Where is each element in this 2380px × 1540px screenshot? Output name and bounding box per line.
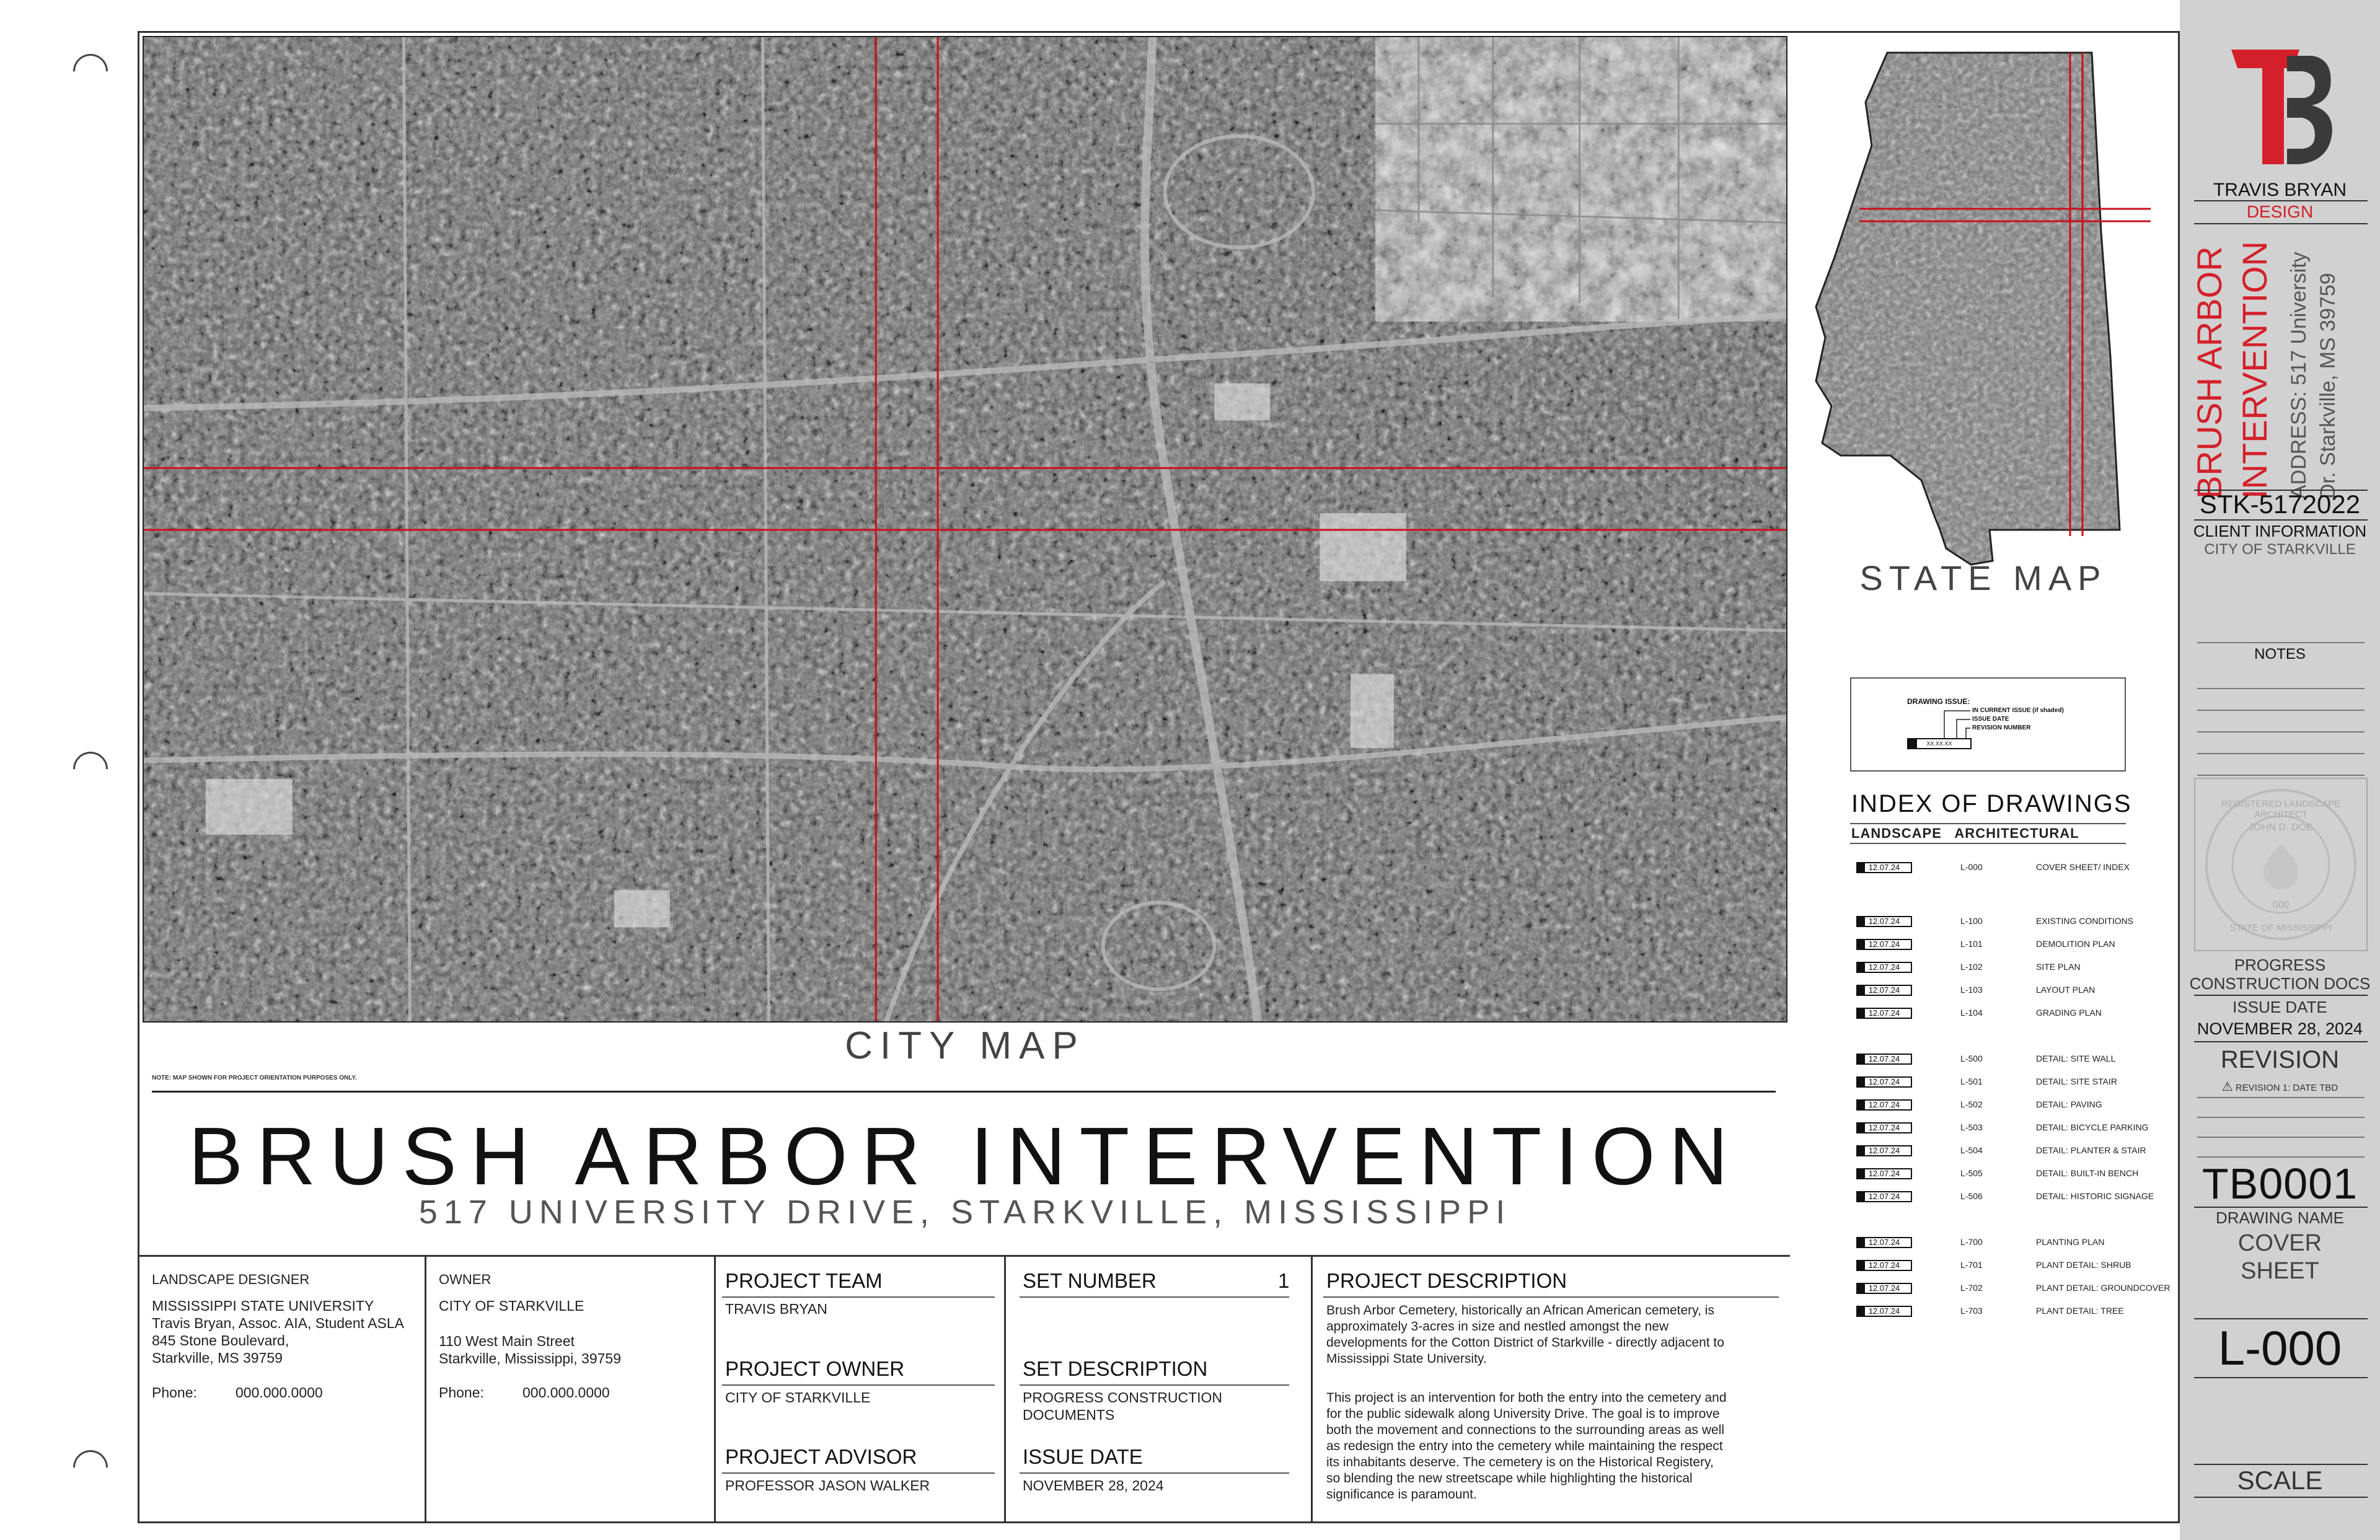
drawing-code: TB0001 — [2202, 1159, 2358, 1208]
notes-line — [2197, 688, 2365, 689]
owner-label: OWNER — [439, 1272, 491, 1287]
index-row-number: L-000 — [1960, 862, 1983, 872]
index-row-name: DETAIL: PLANTER & STAIR — [2036, 1145, 2146, 1155]
index-row-name: PLANT DETAIL: GROUNDCOVER — [2036, 1283, 2171, 1293]
info-divider-3 — [1004, 1255, 1006, 1523]
warning-icon: ⚠ — [2221, 1080, 2233, 1094]
index-row-number: L-505 — [1960, 1168, 1983, 1178]
owner-city: Starkville, Mississippi, 39759 — [439, 1350, 622, 1366]
info-divider-2 — [714, 1255, 716, 1523]
index-row-date: 12.07.24 — [1856, 1054, 1912, 1065]
index-row[interactable] — [1856, 1144, 2179, 1158]
firm-rule — [2194, 200, 2368, 201]
title-rule — [152, 1091, 1776, 1093]
project-number: STK-5172022 — [2199, 490, 2361, 519]
index-row-number: L-502 — [1960, 1099, 1983, 1109]
index-row-date: 12.07.24 — [1856, 939, 1912, 950]
index-row-date: 12.07.24 — [1856, 962, 1912, 973]
drawing-issue-legend — [1850, 677, 2126, 772]
title-block — [2180, 0, 2380, 1540]
desc-line: Mississippi State University. — [1326, 1352, 1487, 1366]
project-team-value: TRAVIS BRYAN — [725, 1301, 827, 1317]
notes-line — [2197, 775, 2365, 776]
owner-phone-label: Phone: — [439, 1384, 484, 1401]
designer-phone-label: Phone: — [152, 1384, 197, 1401]
desc-line: both the movement and connections to the surrounding areas as well — [1326, 1423, 1725, 1437]
seal-number: 000 — [2272, 900, 2290, 910]
index-row-date: 12.07.24 — [1856, 1306, 1912, 1317]
designer-street: 845 Stone Boulevard, — [152, 1332, 289, 1349]
revision-line — [2197, 1117, 2365, 1118]
notes-label: NOTES — [2254, 646, 2306, 662]
index-row-number: L-703 — [1960, 1306, 1983, 1316]
index-row-date: 12.07.24 — [1856, 1145, 1912, 1156]
index-row-date: 12.07.24 — [1856, 1168, 1912, 1179]
status-line1: PROGRESS — [2234, 956, 2326, 974]
owner-street: 110 West Main Street — [439, 1333, 575, 1349]
index-title-rule — [1850, 823, 2126, 824]
legend-line1: IN CURRENT ISSUE (if shaded) — [1972, 707, 2064, 714]
index-row[interactable] — [1856, 983, 2179, 997]
state-map — [1797, 46, 2151, 567]
set-number-label: SET NUMBER — [1023, 1269, 1157, 1292]
index-row-date: 12.07.24 — [1856, 1099, 1912, 1111]
desc-line: significance is paramount. — [1326, 1487, 1477, 1502]
desc-line: developments for the Cotton District of Starkville - directly adjacent to — [1326, 1335, 1724, 1350]
client-value: CITY OF STARKVILLE — [2204, 541, 2356, 558]
project-address: 517 UNIVERSITY DRIVE, STARKVILLE, MISSISSIPPI — [418, 1194, 1512, 1231]
index-row-name: DETAIL: HISTORIC SIGNAGE — [2036, 1191, 2154, 1201]
index-row[interactable] — [1856, 1236, 2179, 1249]
tb-issue-value: NOVEMBER 28, 2024 — [2197, 1019, 2363, 1038]
index-row[interactable] — [1856, 1121, 2179, 1135]
legend-sample-text: XX.XX.XX — [1926, 741, 1952, 747]
legend-line2: ISSUE DATE — [1972, 716, 2009, 723]
index-row-number: L-102 — [1960, 962, 1983, 972]
sheet-rule-bottom — [2194, 1377, 2368, 1378]
index-row[interactable] — [1856, 938, 2179, 951]
map-note: NOTE: MAP SHOWN FOR PROJECT ORIENTATION PURPOSES ONLY. — [152, 1075, 357, 1081]
desc-line: approximately 3-acres in size and nestled amongst the new — [1326, 1319, 1669, 1334]
legend-sample-fill — [1908, 739, 1917, 748]
set-number-value: 1 — [1278, 1269, 1290, 1292]
desc-line: Brush Arbor Cemetery, historically an African American cemetery, is — [1326, 1303, 1714, 1318]
desc-line: This project is an intervention for both the entry into the cemetery and — [1326, 1391, 1727, 1405]
professional-seal — [2194, 778, 2368, 951]
tb-address-line1: ADDRESS: 517 University — [2287, 252, 2311, 499]
index-row[interactable] — [1856, 1259, 2179, 1272]
index-row[interactable] — [1856, 1167, 2179, 1181]
project-advisor-rule — [722, 1472, 995, 1474]
index-row-number: L-504 — [1960, 1145, 1983, 1155]
info-divider-4 — [1311, 1255, 1313, 1523]
tb-project-line2: INTERVENTION — [2235, 241, 2274, 499]
index-row-date: 12.07.24 — [1856, 862, 1912, 873]
binder-hole-middle — [66, 744, 115, 793]
scale-label: SCALE — [2237, 1466, 2323, 1495]
designer-city: Starkville, MS 39759 — [152, 1350, 283, 1366]
landscape-designer-info — [152, 1297, 404, 1366]
index-row-name: PLANTING PLAN — [2036, 1237, 2105, 1247]
sheet-rule-top — [2194, 1318, 2368, 1319]
index-row-name: PLANT DETAIL: TREE — [2036, 1306, 2124, 1316]
project-owner-value: CITY OF STARKVILLE — [725, 1389, 871, 1406]
notes-rule-top — [2197, 642, 2365, 643]
seal-text-top: REGISTERED LANDSCAPE ARCHITECT — [2221, 799, 2341, 820]
index-row[interactable] — [1856, 1282, 2179, 1295]
owner-phone: 000.000.0000 — [522, 1384, 610, 1401]
index-row-number: L-103 — [1960, 985, 1983, 995]
tb-address-line2: Dr. Starkville, MS 39759 — [2316, 273, 2340, 499]
tb-logo — [2225, 43, 2337, 167]
scale-rule-bottom — [2194, 1497, 2368, 1498]
index-row-number: L-701 — [1960, 1260, 1983, 1270]
project-advisor-label: PROJECT ADVISOR — [725, 1445, 917, 1468]
seal-text-bottom: STATE OF MISSISSIPPI — [2229, 923, 2332, 933]
index-row-name: DETAIL: PAVING — [2036, 1099, 2102, 1109]
index-row[interactable] — [1856, 1190, 2179, 1203]
desc-line: its inhabitants deserve. The cemetery is on the Historical Registery, — [1326, 1455, 1714, 1469]
index-row-number: L-104 — [1960, 1008, 1983, 1018]
designer-person: Travis Bryan, Assoc. AIA, Student ASLA — [152, 1315, 404, 1331]
mississippi-map-image — [1797, 46, 2151, 567]
index-row[interactable] — [1856, 1098, 2179, 1112]
drawing-name-line1: COVER — [2237, 1230, 2322, 1256]
revision-line — [2197, 1137, 2365, 1138]
seal-name: JOHN D. DOE — [2249, 822, 2313, 833]
issue-date-rule — [1020, 1472, 1289, 1474]
sheet-number: L-000 — [2218, 1321, 2342, 1375]
desc-line: so blending the new streetscape while highlighting the historical — [1326, 1471, 1693, 1485]
set-description-label: SET DESCRIPTION — [1023, 1357, 1208, 1380]
notes-line — [2197, 731, 2365, 733]
firm-name-line1: TRAVIS BRYAN — [2213, 180, 2347, 200]
index-row-date: 12.07.24 — [1856, 1237, 1912, 1248]
revision-line — [2197, 1097, 2365, 1098]
status-rule — [2194, 995, 2368, 996]
client-label: CLIENT INFORMATION — [2193, 522, 2367, 540]
drawing-name-line2: SHEET — [2241, 1258, 2319, 1284]
issue-date-label: ISSUE DATE — [1023, 1445, 1143, 1468]
index-row-name: EXISTING CONDITIONS — [2036, 916, 2134, 926]
index-subtitle-rule — [1850, 843, 2126, 844]
designer-org: MISSISSIPPI STATE UNIVERSITY — [152, 1298, 374, 1314]
index-row-number: L-501 — [1960, 1076, 1983, 1086]
issue-date-value: NOVEMBER 28, 2024 — [1023, 1477, 1164, 1494]
index-row-number: L-101 — [1960, 939, 1983, 949]
firm-name-line2: DESIGN — [2246, 202, 2314, 221]
project-description-para1 — [1326, 1303, 1724, 1367]
project-team-label: PROJECT TEAM — [725, 1269, 883, 1292]
index-row-name: DETAIL: SITE STAIR — [2036, 1076, 2117, 1086]
index-row-name: COVER SHEET/ INDEX — [2036, 862, 2130, 872]
project-description-label: PROJECT DESCRIPTION — [1326, 1269, 1567, 1292]
index-row-number: L-100 — [1960, 916, 1983, 926]
index-row-date: 12.07.24 — [1856, 985, 1912, 996]
binder-hole-bottom — [66, 1443, 115, 1492]
legend-title: DRAWING ISSUE: — [1907, 697, 1970, 706]
index-row[interactable] — [1856, 961, 2179, 974]
index-row-date: 12.07.24 — [1856, 1260, 1912, 1271]
notes-line — [2197, 753, 2365, 754]
set-description-line2: DOCUMENTS — [1023, 1407, 1115, 1423]
set-number-rule — [1020, 1296, 1289, 1298]
index-row[interactable] — [1856, 1305, 2179, 1318]
state-map-caption: STATE MAP — [1859, 558, 2107, 597]
project-description-rule — [1323, 1296, 1779, 1298]
issue-rule — [2194, 1041, 2368, 1042]
index-row-name: PLANT DETAIL: SHRUB — [2036, 1260, 2131, 1270]
index-row-name: DEMOLITION PLAN — [2036, 939, 2115, 949]
city-aerial-image — [144, 37, 1786, 1021]
index-row-date: 12.07.24 — [1856, 916, 1912, 927]
project-advisor-value: PROFESSOR JASON WALKER — [725, 1477, 930, 1494]
scale-rule — [2194, 1464, 2368, 1465]
index-row[interactable] — [1856, 861, 2179, 874]
desc-line: for the public sidewalk along University Drive. The goal is to improve — [1326, 1407, 1720, 1421]
set-description-value — [1023, 1389, 1222, 1423]
legend-leader-lines — [1851, 679, 2127, 773]
project-number-rule — [2194, 519, 2368, 521]
index-row-date: 12.07.24 — [1856, 1076, 1912, 1088]
index-title: INDEX OF DRAWINGS — [1851, 790, 2132, 817]
revision-label: REVISION — [2220, 1046, 2340, 1073]
owner-org: CITY OF STARKVILLE — [439, 1298, 584, 1314]
index-row-name: LAYOUT PLAN — [2036, 985, 2096, 995]
set-description-line1: PROGRESS CONSTRUCTION — [1023, 1389, 1223, 1406]
revision-note-text: REVISION 1: DATE TBD — [2235, 1083, 2338, 1093]
index-row-number: L-503 — [1960, 1122, 1983, 1132]
city-map-caption: CITY MAP — [845, 1024, 1085, 1067]
index-row[interactable] — [1856, 1006, 2179, 1020]
project-owner-label: PROJECT OWNER — [725, 1357, 905, 1380]
set-description-rule — [1020, 1384, 1289, 1386]
desc-line: as redesign the entry into the cemetery while maintaining the respect — [1326, 1439, 1723, 1453]
index-row-name: GRADING PLAN — [2036, 1008, 2102, 1018]
index-row-date: 12.07.24 — [1856, 1122, 1912, 1133]
index-row-name: DETAIL: BUILT-IN BENCH — [2036, 1168, 2139, 1178]
tb-project-line1: BRUSH ARBOR — [2190, 246, 2229, 499]
city-aerial-map — [143, 36, 1787, 1023]
index-row-name: DETAIL: SITE WALL — [2036, 1054, 2116, 1063]
index-row-date: 12.07.24 — [1856, 1191, 1912, 1202]
drawing-code-rule — [2194, 1207, 2368, 1208]
info-divider-1 — [425, 1255, 426, 1523]
index-row-name: SITE PLAN — [2036, 962, 2081, 972]
notes-line — [2197, 710, 2365, 711]
index-row-date: 12.07.24 — [1856, 1008, 1912, 1019]
drawing-name-label: DRAWING NAME — [2215, 1208, 2345, 1227]
landscape-designer-label: LANDSCAPE DESIGNER — [152, 1272, 310, 1287]
status-line2: CONSTRUCTION DOCS — [2189, 974, 2371, 993]
project-title: BRUSH ARBOR INTERVENTION — [188, 1111, 1742, 1202]
project-description-para2 — [1326, 1390, 1727, 1503]
designer-phone: 000.000.0000 — [236, 1384, 323, 1401]
legend-line3: REVISION NUMBER — [1972, 724, 2031, 731]
revision-note — [2180, 1079, 2380, 1094]
index-row-number: L-500 — [1960, 1054, 1983, 1063]
index-subtitle: LANDSCAPE ARCHITECTURAL — [1851, 825, 2079, 841]
project-owner-rule — [722, 1384, 995, 1386]
index-row-number: L-700 — [1960, 1237, 1983, 1247]
index-row-number: L-506 — [1960, 1191, 1983, 1201]
index-row-date: 12.07.24 — [1856, 1283, 1912, 1294]
owner-info — [439, 1332, 621, 1367]
index-row-number: L-702 — [1960, 1283, 1983, 1293]
project-team-rule — [722, 1296, 995, 1298]
firm-rule-2 — [2194, 223, 2368, 224]
revision-line — [2197, 1156, 2365, 1158]
binder-hole-top — [66, 46, 115, 95]
tb-issue-label: ISSUE DATE — [2232, 998, 2327, 1016]
tb-logo-mark — [2225, 43, 2337, 167]
index-row-name: DETAIL: BICYCLE PARKING — [2036, 1122, 2149, 1132]
index-row[interactable] — [1856, 1075, 2179, 1089]
index-row[interactable] — [1856, 1052, 2179, 1066]
index-row[interactable] — [1856, 915, 2179, 928]
